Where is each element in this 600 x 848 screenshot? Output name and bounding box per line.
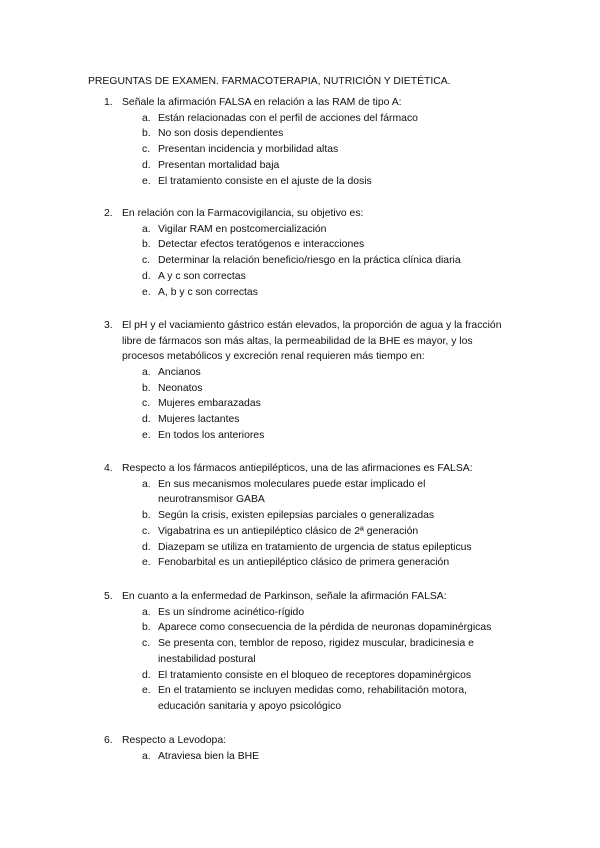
option-d [0,269,600,285]
question-5 [0,589,600,715]
option-e [0,174,600,190]
option-c [0,142,600,158]
option-text: Se presenta con, temblor de reposo, rigidez muscular, bradicinesia e inestabilidad postural [158,638,474,665]
option-letter: e. [142,429,151,441]
option-a [0,365,600,381]
option-c [0,253,600,269]
option-a [0,222,600,238]
option-letter: c. [142,638,151,650]
option-text: Según la crisis, existen epilepsias parciales o generalizadas [158,510,435,522]
option-letter: c. [142,144,151,156]
option-text: Mujeres embarazadas [158,398,261,410]
question-text: En relación con la Farmacovigilancia, su objetivo es: [122,208,364,219]
option-text: Atraviesa bien la BHE [158,750,260,762]
option-letter: b. [142,239,151,251]
options-list [0,477,600,571]
option-text: Neonatos [158,382,203,394]
options-list [0,222,600,301]
option-letter: a. [142,112,151,124]
option-letter: d. [142,669,151,681]
option-text: Mujeres lactantes [158,414,240,426]
option-text: En sus mecanismos moleculares puede estar implicado el neurotransmisor GABA [158,478,426,506]
option-text: En el tratamiento se incluyen medidas como, rehabilitación motora, educación sanitaria y apoyo psicológico [158,685,467,712]
option-a [0,477,600,508]
option-c [0,636,600,667]
option-text: Presentan incidencia y morbilidad altas [158,144,339,156]
question-text: Respecto a los fármacos antiepilépticos, una de las afirmaciones es FALSA: [122,463,473,474]
option-text: Vigabatrina es un antiepiléptico clásico de 2ª generación [158,525,419,537]
option-text: Es un síndrome acinético-rígido [158,606,305,618]
option-text: El tratamiento consiste en el ajuste de la dosis [158,175,372,187]
option-letter: c. [142,398,151,410]
document-title: PREGUNTAS DE EXAMEN. FARMACOTERAPIA, NUTRICIÓN Y DIETÉTICA. [88,76,451,87]
option-c [0,524,600,540]
option-letter: b. [142,382,151,394]
option-letter: a. [142,367,151,378]
question-3 [0,318,600,444]
option-letter: e. [142,175,151,187]
option-text: A, b y c son correctas [158,286,258,298]
option-d [0,412,600,428]
question-number: 2. [104,208,113,219]
option-text: Aparece como consecuencia de la pérdida de neuronas dopaminérgicas [158,622,492,634]
option-letter: d. [142,541,151,553]
question-6 [0,733,600,764]
question-number: 3. [104,320,113,331]
option-d [0,540,600,556]
question-number: 1. [104,97,113,108]
option-letter: d. [142,414,151,426]
question-number: 4. [104,463,113,474]
option-text: Determinar la relación beneficio/riesgo en la práctica clínica diaria [158,255,461,267]
option-letter: c. [142,255,151,267]
option-d [0,668,600,684]
option-letter: a. [142,223,151,235]
option-letter: d. [142,159,151,171]
option-letter: e. [142,557,151,569]
question-number: 6. [104,735,113,746]
option-letter: a. [142,606,151,618]
option-b [0,237,600,253]
option-letter: b. [142,510,151,522]
option-e [0,683,600,714]
option-text: En todos los anteriores [158,429,265,441]
option-b [0,508,600,524]
option-b [0,126,600,142]
option-letter: b. [142,128,151,140]
question-1 [0,95,600,189]
option-a [0,749,600,765]
options-list [0,111,600,190]
option-text: Diazepam se utiliza en tratamiento de urgencia de status epilepticus [158,541,472,553]
option-e [0,555,600,571]
option-e [0,428,600,444]
option-text: Fenobarbital es un antiepiléptico clásico de primera generación [158,557,450,569]
option-text: Presentan mortalidad baja [158,159,280,171]
option-e [0,285,600,301]
option-text: Detectar efectos teratógenos e interacciones [158,239,365,251]
option-text: A y c son correctas [158,270,246,282]
question-4 [0,461,600,571]
option-letter: e. [142,685,151,697]
option-a [0,111,600,127]
question-text: En cuanto a la enfermedad de Parkinson, señale la afirmación FALSA: [122,591,447,602]
option-letter: a. [142,478,151,490]
option-letter: e. [142,286,151,298]
question-text: Señale la afirmación FALSA en relación a las RAM de tipo A: [122,97,402,108]
option-letter: a. [142,750,151,762]
option-b [0,620,600,636]
option-letter: b. [142,622,151,634]
option-c [0,396,600,412]
option-a [0,605,600,621]
option-text: Están relacionadas con el perfil de acciones del fármaco [158,112,418,124]
option-d [0,158,600,174]
option-letter: d. [142,270,151,282]
option-text: Ancianos [158,367,201,378]
option-text: No son dosis dependientes [158,128,284,140]
option-letter: c. [142,525,151,537]
question-text: Respecto a Levodopa: [122,735,226,746]
options-list [0,365,600,444]
option-b [0,381,600,397]
options-list [0,605,600,715]
option-text: Vigilar RAM en postcomercialización [158,223,327,235]
question-number: 5. [104,591,113,602]
question-2 [0,206,600,300]
options-list [0,749,600,765]
question-text: El pH y el vaciamiento gástrico están elevados, la proporción de agua y la fracción libre de fármacos son más altas, la permeabilidad de la BHE es mayor, y los procesos metabólicos y excreción renal requieren más tiempo en: [122,320,502,363]
option-text: El tratamiento consiste en el bloqueo de receptores dopaminérgicos [158,669,472,681]
